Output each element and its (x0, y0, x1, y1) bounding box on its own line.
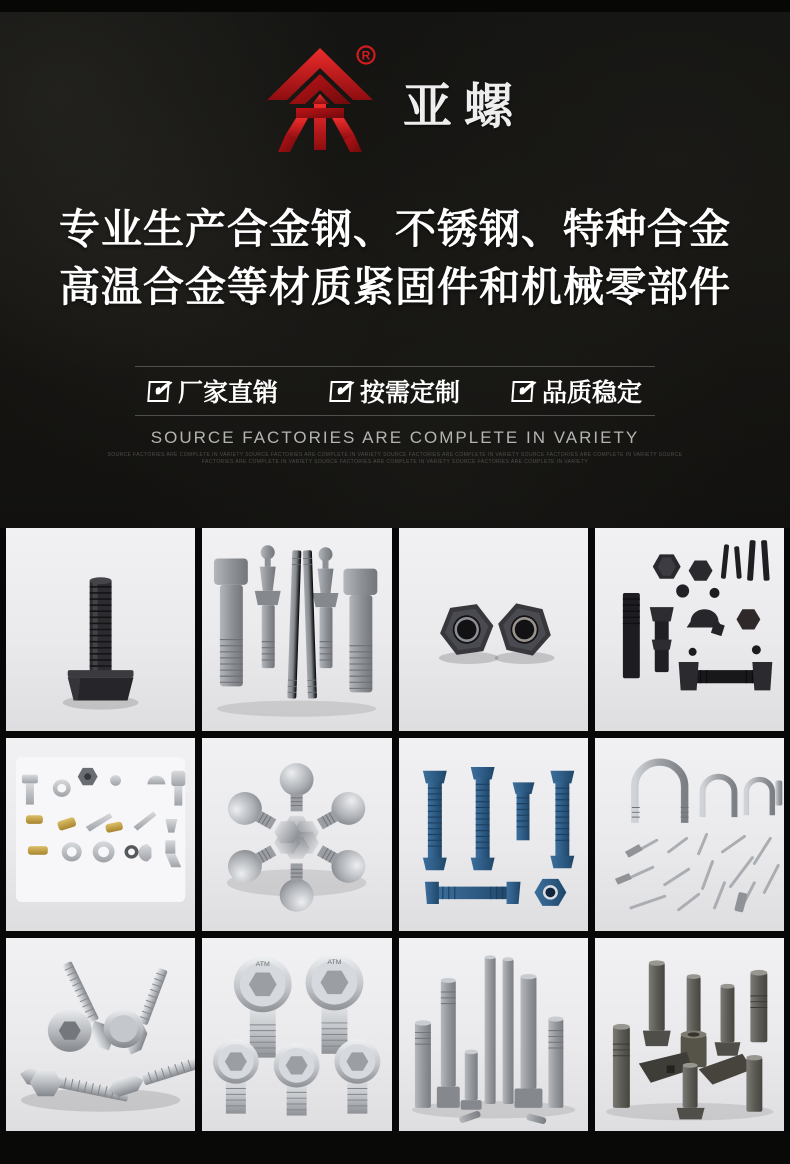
fineprint-line-2: FACTORIES ARE COMPLETE IN VARIETY SOURCE FACTORIES ARE COMPLETE IN VARIETY SOURCE FACTORIES ARE COMPLETE IN VARIETY (201, 459, 589, 465)
checkbox-checked-icon: ✔ (147, 381, 169, 402)
brand-row (0, 44, 790, 162)
fineprint-text (0, 452, 790, 466)
feature-factory-direct (148, 373, 278, 409)
feature-label: 品质稳定 (542, 379, 643, 407)
blue-studs-image (399, 738, 588, 931)
feature-label: 按需定制 (359, 379, 460, 407)
english-tagline: SOURCE FACTORIES ARE COMPLETE IN VARIETY (150, 428, 640, 447)
product-photo-black-hex-bolt (6, 528, 195, 731)
product-photo-atm-socket-screws (202, 938, 391, 1131)
small-parts-image (6, 738, 195, 931)
black-hex-bolt-image (6, 528, 195, 731)
product-photo-ball-studs (202, 738, 391, 931)
bottom-dark-strip (0, 1131, 790, 1164)
headline-line-1: 专业生产合金钢、不锈钢、特种合金 (59, 206, 731, 252)
gray-socket-screws-image (202, 528, 391, 731)
black-assortment-image (595, 528, 784, 731)
feature-custom-made (330, 373, 460, 409)
checkbox-checked-icon: ✔ (511, 381, 533, 402)
product-photo-black-hex-nuts (399, 528, 588, 731)
svg-text:R: R (361, 48, 371, 63)
feature-label: 厂家直销 (177, 379, 278, 407)
product-photo-small-parts (6, 738, 195, 931)
svg-text:ATM: ATM (327, 959, 342, 967)
hero-section (0, 0, 790, 528)
registered-trademark-icon (357, 47, 374, 64)
svg-text:ATM: ATM (255, 961, 271, 968)
red-mountain-arrow-logo-icon (265, 44, 377, 162)
standing-studs-image (399, 938, 588, 1131)
dark-studs-image (595, 938, 784, 1131)
product-photo-gray-socket-screws (202, 528, 391, 731)
product-photo-blue-studs (399, 738, 588, 931)
main-headline (0, 200, 790, 316)
top-dark-strip (0, 0, 790, 12)
product-photo-u-bolts (595, 738, 784, 931)
u-bolts-image (595, 738, 784, 931)
product-photo-black-assortment (595, 528, 784, 731)
atm-socket-screws-image (202, 938, 391, 1131)
stainless-hex-bolts-image (6, 938, 195, 1131)
headline-line-2: 高温合金等材质紧固件和机械零部件 (59, 264, 731, 310)
checkbox-checked-icon: ✔ (329, 381, 351, 402)
product-photo-stainless-hex-bolts (6, 938, 195, 1131)
fineprint-line-1: SOURCE FACTORIES ARE COMPLETE IN VARIETY SOURCE FACTORIES ARE COMPLETE IN VARIETY SOURCE FACTORIES ARE COMPLETE IN VARIETY SOURCE FACTORIES ARE COMPLETE IN VARIETY SOURCE (107, 452, 683, 458)
brand-name: 亚螺 (402, 80, 525, 134)
black-hex-nuts-image (399, 528, 588, 731)
product-photo-standing-studs (399, 938, 588, 1131)
brand-logo (265, 44, 377, 162)
feature-band (135, 366, 655, 416)
product-photo-dark-studs (595, 938, 784, 1131)
product-photo-grid (0, 528, 790, 1131)
ball-studs-image (202, 738, 391, 931)
feature-stable-quality (512, 373, 642, 409)
